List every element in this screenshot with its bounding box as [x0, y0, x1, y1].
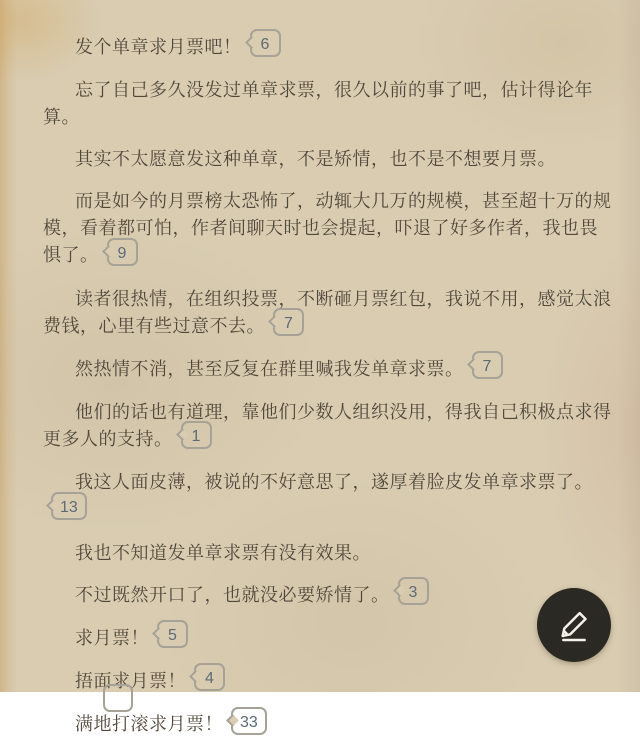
paragraph-text: 他们的话也有道理，靠他们少数人组织没用，得我自己积极点求得更多人的支持。 [43, 402, 612, 449]
paragraph-text: 满地打滚求月票！ [75, 714, 223, 735]
comment-count: 7 [482, 358, 492, 375]
paragraph-text: 我也不知道发单章求票有没有效果。 [75, 542, 371, 563]
paragraph [43, 146, 616, 173]
paragraph [43, 625, 616, 653]
paragraph [43, 188, 616, 270]
comment-count: 13 [60, 498, 78, 516]
paragraph [43, 356, 616, 384]
comment-count-badge[interactable] [273, 308, 304, 336]
comment-count-badge[interactable] [157, 620, 188, 648]
comment-count-badge[interactable] [51, 492, 87, 520]
comment-count: 9 [117, 244, 127, 262]
paragraph-text: 求月票！ [75, 627, 149, 648]
paragraph [43, 77, 616, 131]
paragraph [43, 582, 616, 610]
comment-count-badge-partial[interactable] [103, 684, 133, 712]
comment-count: 4 [205, 670, 214, 688]
comment-count: 7 [284, 314, 293, 332]
paragraph-text: 然热情不消，甚至反复在群里喊我发单章求票。 [75, 358, 464, 379]
comment-count: 33 [240, 713, 258, 731]
paragraph [43, 540, 616, 567]
comment-count-badge[interactable] [250, 29, 281, 57]
paragraph-text: 我这人面皮薄，被说的不好意思了，遂厚着脸皮发单章求票了。 [75, 472, 593, 493]
comment-count: 3 [408, 583, 418, 601]
comment-count-badge[interactable] [231, 707, 267, 735]
paragraph [43, 286, 616, 341]
comment-count-badge[interactable] [181, 421, 212, 449]
paragraph [43, 711, 616, 739]
comment-count: 5 [168, 627, 177, 644]
paragraph-text: 捂面求月票！ [75, 671, 186, 691]
comment-count: 1 [191, 428, 201, 446]
comment-count-badge[interactable] [472, 351, 503, 379]
compose-note-button[interactable] [537, 588, 611, 662]
paragraph-text: 忘了自己多久没发过单章求票，很久以前的事了吧，估计得论年算。 [43, 80, 593, 128]
paragraph-text: 读者很热情，在组织投票，不断砸月票红包，我说不用，感觉太浪费钱，心里有些过意不去。 [43, 288, 612, 336]
paragraph [43, 399, 616, 454]
comment-count-badge[interactable] [194, 663, 225, 691]
paragraph-text: 其实不太愿意发这种单章，不是矫情，也不是不想要月票。 [75, 149, 556, 170]
pencil-icon [554, 605, 594, 645]
paragraph [43, 34, 616, 62]
paragraph-text: 不过既然开口了，也就没必要矫情了。 [75, 584, 390, 605]
comment-count-badge[interactable] [107, 238, 138, 266]
comment-count-badge[interactable] [398, 577, 429, 605]
paragraph [43, 469, 616, 524]
comment-count: 6 [260, 36, 270, 54]
paragraph-text: 而是如今的月票榜太恐怖了，动辄大几万的规模，甚至超十万的规模，看着都可怕，作者间聊天时也会提起，吓退了好多作者，我也畏惧了。 [43, 191, 612, 266]
paragraph-text: 发个单章求月票吧！ [75, 37, 242, 57]
